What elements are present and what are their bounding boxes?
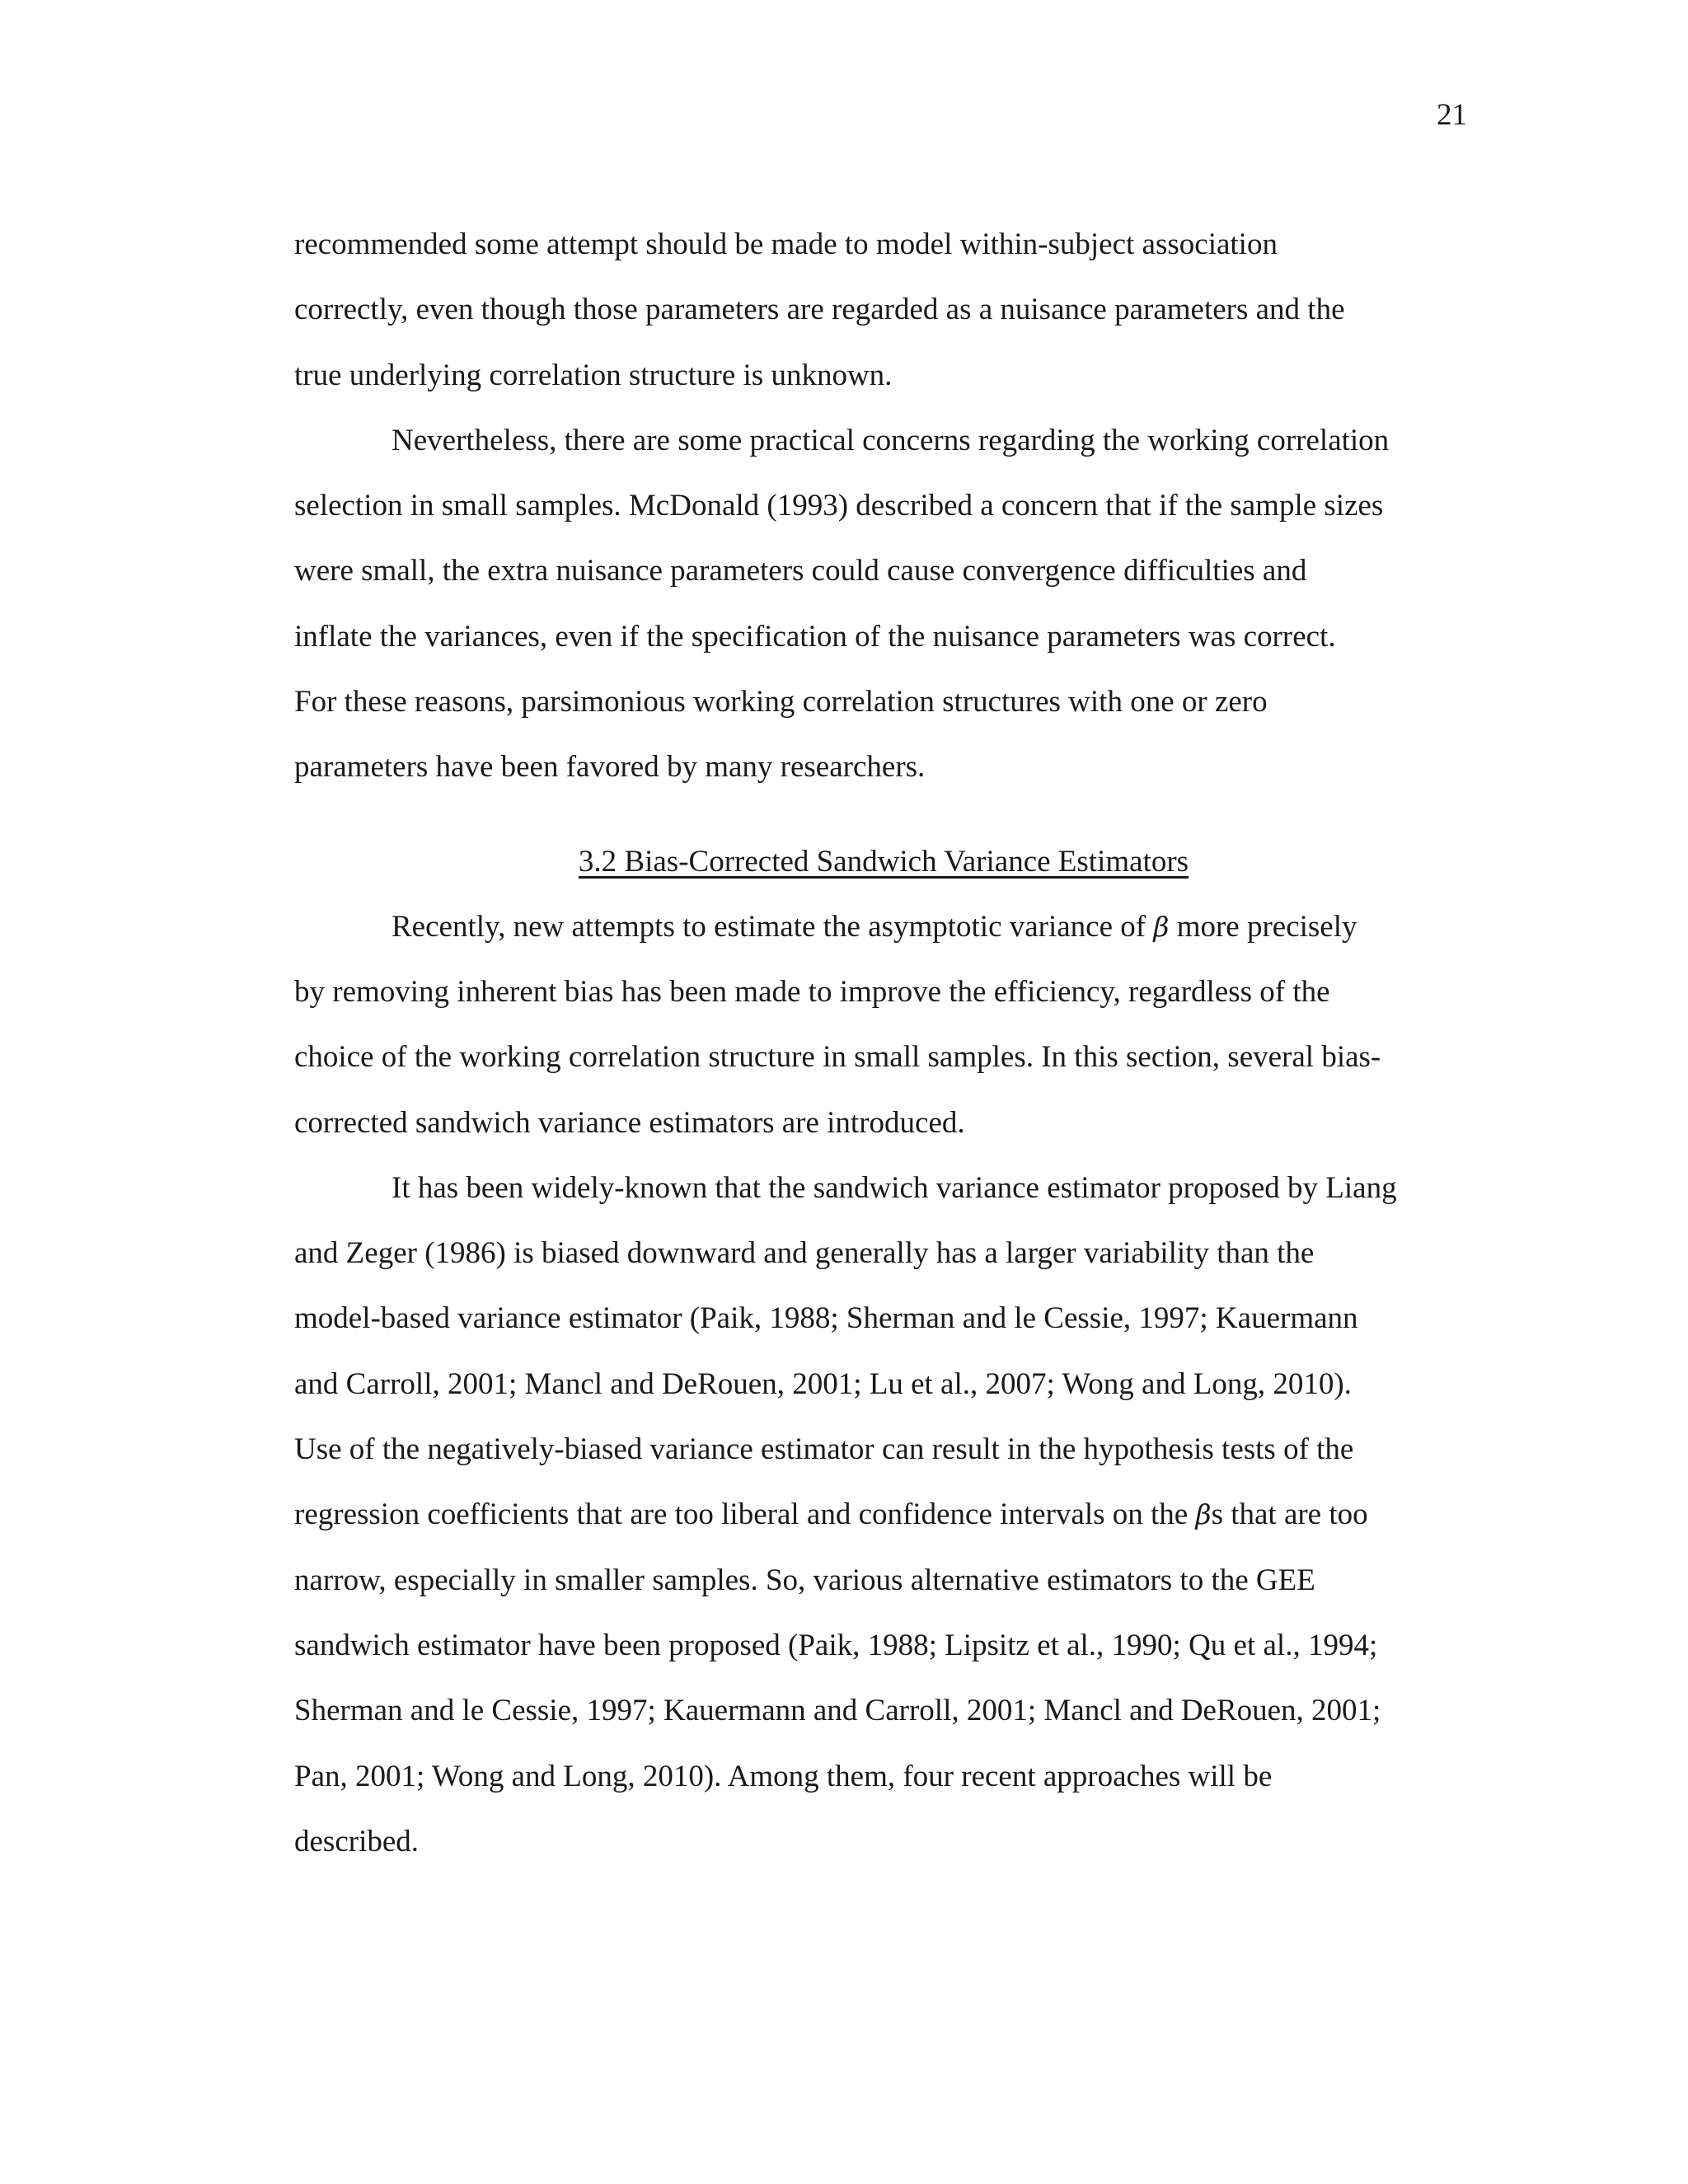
text-line: corrected sandwich variance estimators are introduced. <box>294 1105 965 1140</box>
text-line: and Zeger (1986) is biased downward and generally has a larger variability than the <box>294 1236 1315 1271</box>
text-line: described. <box>294 1824 420 1858</box>
document-body <box>294 212 1473 1874</box>
text-line: recommended some attempt should be made to model within-subject association <box>294 227 1278 261</box>
paragraph-continuation <box>294 212 1473 408</box>
text-line: choice of the working correlation structure in small samples. In this section, several bias- <box>294 1040 1381 1075</box>
paragraph-bias-corrected-intro <box>294 894 1473 1155</box>
paragraph-sandwich-estimator <box>294 1155 1473 1874</box>
text-line: inflate the variances, even if the specification of the nuisance parameters was correct. <box>294 619 1336 654</box>
text-line: true underlying correlation structure is unknown. <box>294 358 893 392</box>
text-fragment: regression coefficients that are too liberal and confidence intervals on the <box>294 1497 1196 1532</box>
text-line: sandwich estimator have been proposed (Paik, 1988; Lipsitz et al., 1990; Qu et al., 1994; <box>294 1628 1378 1662</box>
beta-symbol: β <box>1195 1498 1212 1531</box>
text-line: Pan, 2001; Wong and Long, 2010). Among them, four recent approaches will be <box>294 1759 1273 1793</box>
text-line <box>294 1482 1473 1547</box>
text-fragment: s that are too <box>1211 1497 1368 1532</box>
text-line: were small, the extra nuisance parameters could cause convergence difficulties and <box>294 554 1307 588</box>
paragraph-concerns <box>294 408 1473 800</box>
text-line: parameters have been favored by many researchers. <box>294 750 926 785</box>
text-line: narrow, especially in smaller samples. So, various alternative estimators to the GEE <box>294 1563 1315 1597</box>
text-line: Nevertheless, there are some practical concerns regarding the working correlation <box>392 423 1390 457</box>
page-number: 21 <box>1437 98 1467 132</box>
text-line: Sherman and le Cessie, 1997; Kauermann and Carroll, 2001; Mancl and DeRouen, 2001; <box>294 1694 1381 1728</box>
section-heading: 3.2 Bias-Corrected Sandwich Variance Estimators <box>578 844 1189 879</box>
text-line: model-based variance estimator (Paik, 1988; Sherman and le Cessie, 1997; Kauermann <box>294 1301 1358 1336</box>
text-line: by removing inherent bias has been made to improve the efficiency, regardless of the <box>294 974 1330 1009</box>
text-line: It has been widely-known that the sandwich variance estimator proposed by Liang <box>392 1170 1397 1205</box>
text-line <box>294 894 1473 959</box>
text-line: correctly, even though those parameters are regarded as a nuisance parameters and the <box>294 293 1345 327</box>
text-line: and Carroll, 2001; Mancl and DeRouen, 2001; Lu et al., 2007; Wong and Long, 2010). <box>294 1366 1352 1401</box>
text-fragment: Recently, new attempts to estimate the asymptotic variance of <box>392 909 1154 944</box>
text-line: selection in small samples. McDonald (1993) described a concern that if the sample sizes <box>294 489 1384 523</box>
beta-symbol: β <box>1153 910 1170 943</box>
text-line: Use of the negatively-biased variance estimator can result in the hypothesis tests of the <box>294 1432 1354 1467</box>
text-fragment: more precisely <box>1169 909 1357 944</box>
text-line: For these reasons, parsimonious working correlation structures with one or zero <box>294 685 1268 719</box>
